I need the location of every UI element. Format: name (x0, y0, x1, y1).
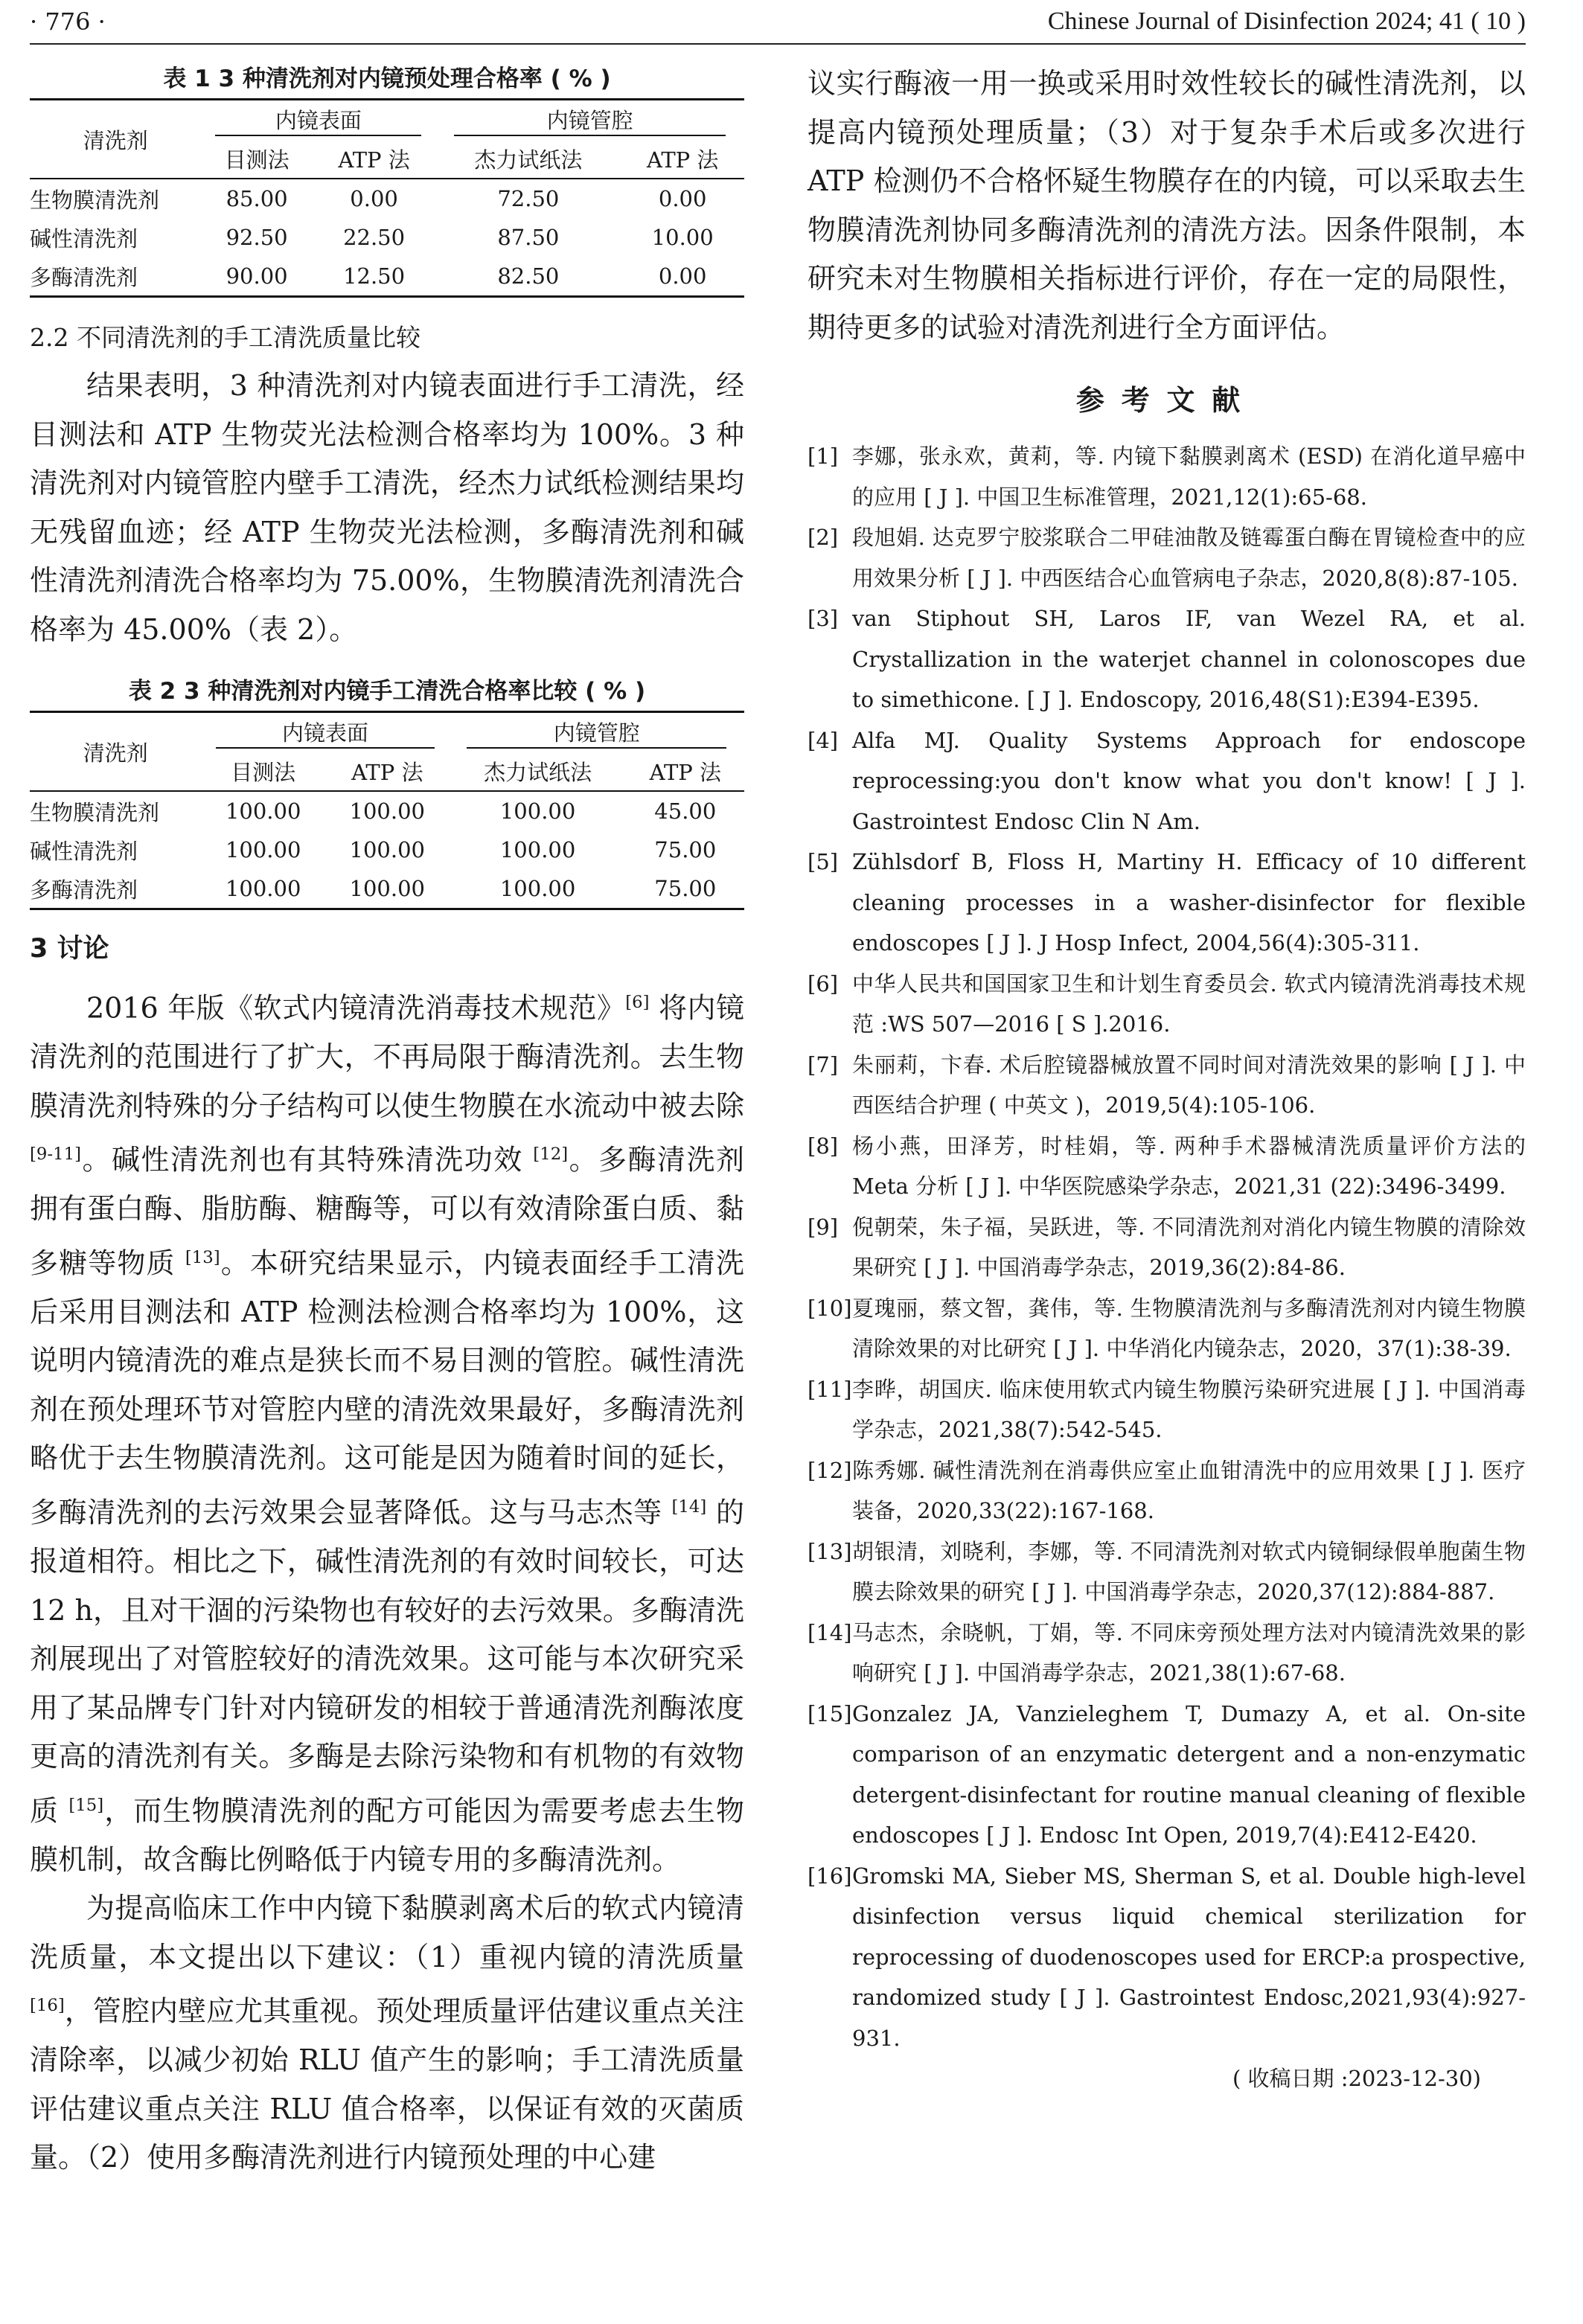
table1-subhead: 目测法 (201, 139, 312, 179)
reference-item (808, 1369, 1526, 1450)
table2-cell: 100.00 (499, 798, 576, 824)
table1-cell: 22.50 (343, 225, 406, 250)
reference-item (808, 1207, 1526, 1288)
table-row (30, 791, 744, 830)
reference-item (808, 517, 1526, 598)
reference-number: [3] (808, 606, 839, 631)
reference-item (808, 436, 1526, 517)
header-rule (30, 43, 1526, 45)
table2-row-label: 多酶清洗剂 (30, 869, 201, 909)
right-column (808, 60, 1526, 2099)
reference-item (808, 842, 1526, 964)
citation: [15] (68, 1795, 104, 1815)
reference-item (808, 1045, 1526, 1126)
reference-number: [11] (808, 1376, 852, 1402)
table2-cell: 100.00 (225, 837, 301, 862)
references-title: 参考文献 (1075, 384, 1258, 417)
section-3-heading: 3 讨论 (30, 934, 109, 964)
reference-text: 胡银清，刘晓利，李娜，等. 不同清洗剂对软式内镜铜绿假单胞菌生物膜去除效果的研究 [ J ]. 中国消毒学杂志，2020,37(12):884-887. (852, 1538, 1526, 1604)
reference-item (808, 964, 1526, 1045)
discussion-paragraph-2: 为提高临床工作中内镜下黏膜剥离术后的软式内镜清洗质量，本文提出以下建议：（1）重视内镜的清洗质量 [16]，管腔内壁应尤其重视。预处理质量评估建议重点关注清除率，以减少初始 RLU 值产生的影响；手工清洗质量评估建议重点关注 RLU 值合格率，以保证有效的灭菌质量。（2）使用多酶清洗剂进行内镜预处理的中心建 (30, 1892, 744, 2174)
reference-item (808, 720, 1526, 842)
table1-row-label: 碱性清洗剂 (30, 225, 138, 252)
table2-cell: 100.00 (349, 798, 426, 824)
reference-number: [15] (808, 1700, 852, 1726)
reference-text: 陈秀娜. 碱性清洗剂在消毒供应室止血钳清洗中的应用效果 [ J ]. 医疗装备，2020,33(22):167-168. (852, 1457, 1526, 1523)
citation: [9-11] (30, 1145, 82, 1165)
table1-row-label: 多酶清洗剂 (30, 257, 201, 297)
table-row (30, 179, 744, 218)
table1-caption: 表 1 3 种清洗剂对内镜预处理合格率 ( % ) (163, 65, 611, 92)
section-2-2-heading: 2.2 不同清洗剂的手工清洗质量比较 (30, 323, 420, 352)
reference-text: 倪朝荣，朱子福，吴跃进，等. 不同清洗剂对消化内镜生物膜的清除效果研究 [ J ]. 中国消毒学杂志，2019,36(2):84-86. (852, 1214, 1526, 1280)
table2-caption: 表 2 3 种清洗剂对内镜手工清洗合格率比较 ( % ) (128, 678, 646, 705)
table-row (30, 257, 744, 297)
table2-subhead: ATP 法 (325, 752, 450, 791)
table2-cell: 100.00 (499, 837, 576, 862)
table1-group-lumen: 内镜管腔 (435, 100, 744, 140)
table2 (30, 711, 744, 910)
reference-number: [8] (808, 1133, 839, 1159)
table1-cell: 85.00 (226, 186, 288, 211)
reference-text: 夏瑰丽，蔡文智，龚伟，等. 生物膜清洗剂与多酶清洗剂对内镜生物膜清除效果的对比研究 [ J ]. 中华消化内镜杂志，2020，37(1):38-39. (852, 1295, 1526, 1361)
reference-text: 朱丽莉，卞春. 术后腔镜器械放置不同时间对清洗效果的影响 [ J ]. 中西医结合护理 ( 中英文 )，2019,5(4):105-106. (852, 1051, 1526, 1118)
table1-cell: 92.50 (226, 225, 288, 250)
reference-text: 李晔，胡国庆. 临床使用软式内镜生物膜污染研究进展 [ J ]. 中国消毒学杂志，2021,38(7):542-545. (852, 1376, 1526, 1442)
table1-cell: 90.00 (201, 257, 312, 297)
page-number: · 776 · (30, 7, 106, 36)
reference-text: Alfa MJ. Quality Systems Approach for endoscope reprocessing:you don't know what you don't know! [ J ]. Gastrointest Endosc Clin N Am. (852, 727, 1526, 834)
table2-subhead: 杰力试纸法 (450, 752, 627, 791)
table1-cell: 72.50 (497, 186, 560, 211)
citation: [13] (185, 1247, 220, 1267)
table-row (30, 218, 744, 257)
reference-number: [1] (808, 444, 839, 469)
citation: [16] (30, 1996, 65, 2016)
table2-row-label: 碱性清洗剂 (30, 838, 138, 864)
reference-number: [9] (808, 1214, 839, 1240)
reference-text: 杨小燕，田泽芳，时桂娟，等. 两种手术器械清洗质量评价方法的 Meta 分析 [ J ]. 中华医院感染学杂志，2021,31 (22):3496-3499. (852, 1133, 1526, 1199)
table2-group-surface: 内镜表面 (201, 712, 449, 752)
reference-number: [6] (808, 970, 839, 996)
table2-cell: 100.00 (225, 798, 301, 824)
reference-text: Gonzalez JA, Vanzieleghem T, Dumazy A, et al. On-site comparison of an enzymatic detergent and a non-enzymatic detergent-disinfectant for routine manual cleaning of flexible endoscopes [ J ]. Endosc Int Open, 2019,7(4):E412-E420. (852, 1700, 1526, 1848)
reference-item (808, 1450, 1526, 1531)
table2-cell: 100.00 (201, 869, 325, 909)
reference-text: 中华人民共和国国家卫生和计划生育委员会. 软式内镜清洗消毒技术规范 :WS 507—2016 [ S ].2016. (852, 970, 1526, 1037)
running-header (30, 7, 1526, 42)
reference-number: [13] (808, 1538, 852, 1564)
table1-row-label: 生物膜清洗剂 (30, 187, 160, 213)
reference-item (808, 598, 1526, 720)
table1-subhead: ATP 法 (313, 139, 436, 179)
table1-group-surface: 内镜表面 (201, 100, 435, 140)
table1-subhead: ATP 法 (621, 139, 744, 179)
reference-number: [14] (808, 1619, 852, 1645)
left-column (30, 60, 744, 2183)
reference-list (808, 436, 1526, 2058)
reference-item (808, 1531, 1526, 1613)
table2-cell: 75.00 (654, 837, 717, 862)
reference-number: [4] (808, 727, 839, 753)
citation: [14] (671, 1496, 707, 1517)
reference-text: van Stiphout SH, Laros IF, van Wezel RA, et al. Crystallization in the waterjet channel in colonoscopes due to simethicone. [ J ]. Endoscopy, 2016,48(S1):E394-E395. (852, 606, 1526, 712)
reference-number: [5] (808, 849, 839, 874)
table1-cell: 87.50 (497, 225, 560, 250)
table-row (30, 830, 744, 869)
table1-cell: 0.00 (658, 186, 707, 211)
table1-cell: 0.00 (621, 257, 744, 297)
reference-text: 马志杰，余晓帆，丁娟，等. 不同床旁预处理方法对内镜清洗效果的影响研究 [ J ]. 中国消毒学杂志，2021,38(1):67-68. (852, 1619, 1526, 1686)
table2-row-label: 生物膜清洗剂 (30, 799, 160, 825)
reference-number: [2] (808, 525, 839, 550)
reference-number: [10] (808, 1295, 852, 1321)
table1-cell: 82.50 (435, 257, 621, 297)
reference-item (808, 1694, 1526, 1856)
table2-subhead: 目测法 (201, 752, 325, 791)
table2-cell: 100.00 (450, 869, 627, 909)
table2-subhead: ATP 法 (627, 752, 744, 791)
reference-text: Gromski MA, Sieber MS, Sherman S, et al. Double high-level disinfection versus liquid chemical sterilization for reprocessing of duodenoscopes used for ERCP:a prospective, randomized study [ J ]. Gastrointest Endosc,2021,93(4):927-931. (852, 1863, 1526, 2051)
reference-text: 李娜，张永欢，黄莉，等. 内镜下黏膜剥离术 (ESD) 在消化道早癌中的应用 [ J ]. 中国卫生标准管理，2021,12(1):65-68. (852, 444, 1526, 510)
reference-number: [12] (808, 1457, 852, 1483)
reference-item (808, 1288, 1526, 1369)
received-date: ( 收稿日期 :2023-12-30) (1232, 2066, 1481, 2091)
table2-group-lumen: 内镜管腔 (450, 712, 744, 752)
reference-item (808, 1856, 1526, 2059)
discussion-paragraph-1: 2016 年版《软式内镜清洗消毒技术规范》[6] 将内镜清洗剂的范围进行了扩大，不再局限于酶清洗剂。去生物膜清洗剂特殊的分子结构可以使生物膜在水流动中被去除 [9-11]。碱性清洗剂也有其特殊清洗功效 [12]。多酶清洗剂拥有蛋白酶、脂肪酶、糖酶等，可以有效清除蛋白质、黏多糖等物质 [13]。本研究结果显示，内镜表面经手工清洗后采用目测法和 ATP 检测法检测合格率均为 100%，这说明内镜清洗的难点是狭长而不易目测的管腔。碱性清洗剂在预处理环节对管腔内壁的清洗效果最好，多酶清洗剂略优于去生物膜清洗剂。这可能是因为随着时间的延长，多酶清洗剂的去污效果会显著降低。这与马志杰等 [14] 的报道相符。相比之下，碱性清洗剂的有效时间较长，可达 12 h，且对干涸的污染物也有较好的去污效果。多酶清洗剂展现出了对管腔较好的清洗效果。这可能与本次研究采用了某品牌专门针对内镜研发的相较于普通清洗剂酶浓度更高的清洗剂有关。多酶是去除污染物和有机物的有效物质 [15]，而生物膜清洗剂的配方可能因为需要考虑去生物膜机制，故含酶比例略低于内镜专用的多酶清洗剂。 (30, 991, 744, 1876)
table2-cell: 100.00 (325, 869, 450, 909)
reference-text: 段旭娟. 达克罗宁胶浆联合二甲硅油散及链霉蛋白酶在胃镜检查中的应用效果分析 [ J ]. 中西医结合心血管病电子杂志，2020,8(8):87-105. (852, 525, 1526, 591)
table1-cell: 12.50 (313, 257, 436, 297)
discussion-paragraph-2-continued: 议实行酶液一用一换或采用时效性较长的碱性清洗剂，以提高内镜预处理质量；（3）对于复杂手术后或多次进行 ATP 检测仍不合格怀疑生物膜存在的内镜，可以采取去生物膜清洗剂协同多酶清洗剂的清洗方法。因条件限制，本研究未对生物膜相关指标进行评价，存在一定的局限性，期待更多的试验对清洗剂进行全方面评估。 (808, 67, 1526, 344)
citation: [12] (533, 1145, 569, 1165)
table2-col-first: 清洗剂 (30, 712, 201, 792)
reference-text: Zühlsdorf B, Floss H, Martiny H. Efficacy of 10 different cleaning processes in a washer-disinfector for flexible endoscopes [ J ]. J Hosp Infect, 2004,56(4):305-311. (852, 849, 1526, 955)
reference-number: [16] (808, 1863, 852, 1889)
reference-item (808, 1126, 1526, 1207)
section-2-2-paragraph: 结果表明，3 种清洗剂对内镜表面进行手工清洗，经目测法和 ATP 生物荧光法检测合格率均为 100%。3 种清洗剂对内镜管腔内壁手工清洗，经杰力试纸检测结果均无残留血迹；经 ATP 生物荧光法检测，多酶清洗剂和碱性清洗剂清洗合格率均为 75.00%，生物膜清洗剂清洗合格率为 45.00%（表 2）。 (30, 369, 744, 646)
table2-cell: 75.00 (627, 869, 744, 909)
journal-name: Chinese Journal of Disinfection 2024; 41 ( 10 ) (1047, 7, 1526, 35)
table1-subhead: 杰力试纸法 (435, 139, 621, 179)
table1 (30, 98, 744, 298)
reference-item (808, 1613, 1526, 1694)
citation: [6] (625, 993, 650, 1012)
table2-cell: 100.00 (349, 837, 426, 862)
reference-number: [7] (808, 1051, 839, 1078)
table1-cell: 10.00 (651, 225, 714, 250)
table2-cell: 45.00 (654, 798, 717, 824)
table-row (30, 869, 744, 909)
table1-col-first: 清洗剂 (30, 100, 201, 179)
table1-cell: 0.00 (350, 186, 398, 211)
